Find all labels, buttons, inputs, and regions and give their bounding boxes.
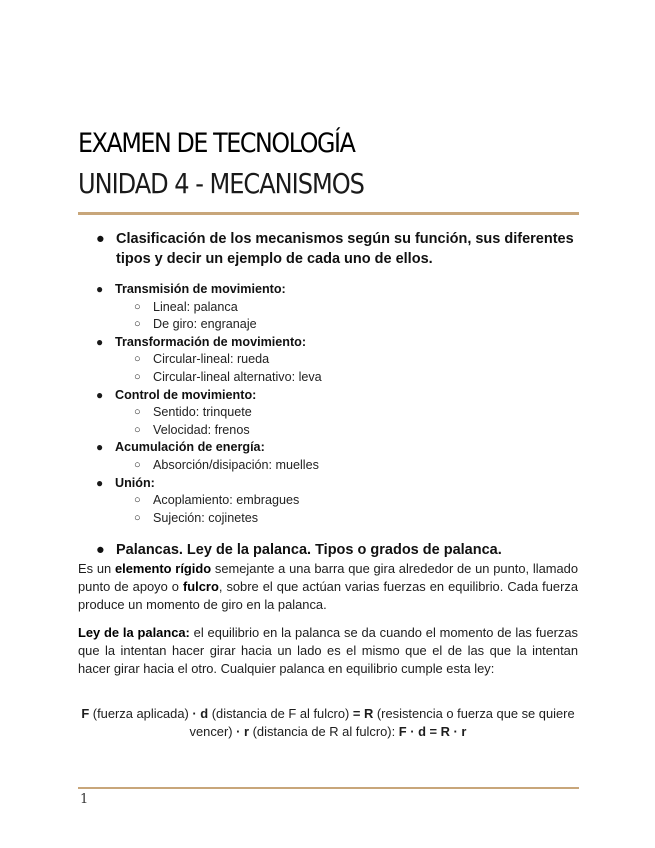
- category-item-text: Sentido: trinquete: [153, 405, 252, 420]
- lever-formula: [78, 705, 578, 741]
- text-run: (resistencia o fuerza que se quiere vencer): [189, 706, 575, 739]
- hollow-bullet-icon: ○: [134, 458, 141, 471]
- lever-law-paragraph: [78, 624, 578, 678]
- formula-term: = R: [352, 706, 374, 721]
- category-item: [96, 457, 576, 475]
- text-run: (distancia de F al fulcro): [208, 706, 353, 721]
- category-item-text: Acoplamiento: embragues: [153, 493, 300, 508]
- bullet-icon: ●: [96, 542, 105, 558]
- text-run: semejante a una barra que gira alrededor de un punto, llamado punto de apoyo o: [78, 561, 578, 594]
- hollow-bullet-icon: ○: [134, 494, 141, 507]
- classification-category: [96, 334, 576, 387]
- category-label: Transformación de movimiento:: [115, 334, 307, 349]
- category-items: [96, 404, 576, 439]
- category-item: [96, 404, 576, 422]
- category-label: Acumulación de energía:: [115, 440, 265, 455]
- text-run: el equilibrio en la palanca se da cuando el momento de las fuerzas que la intentan hacer girar hacia un lado es el mismo que el de las que la intentan hacer girar hacia el otro. Cualquier palanca en equilibrio cumple esta ley:: [78, 625, 578, 676]
- lever-definition-paragraph: [78, 560, 578, 614]
- hollow-bullet-icon: ○: [134, 353, 141, 366]
- hollow-bullet-icon: ○: [134, 511, 141, 524]
- text-run: Es un: [78, 561, 115, 576]
- formula-term: · d: [192, 706, 209, 721]
- text-run: (fuerza aplicada): [89, 706, 193, 721]
- classification-category: [96, 475, 576, 528]
- footer-divider: [78, 787, 579, 789]
- question-1-text: Clasificación de los mecanismos según su función, sus diferentes tipos y decir un ejemplo de cada uno de ellos.: [116, 231, 574, 267]
- category-items: [96, 351, 576, 386]
- header-divider: [78, 212, 579, 215]
- category-items: [96, 299, 576, 334]
- question-2: [96, 540, 576, 560]
- classification-category: [96, 281, 576, 334]
- category-item-text: De giro: engranaje: [153, 317, 257, 332]
- category-item: [96, 510, 576, 528]
- bullet-icon: ●: [96, 334, 104, 349]
- category-items: [96, 457, 576, 475]
- bullet-icon: ●: [96, 475, 104, 490]
- category-label: Control de movimiento:: [115, 387, 257, 402]
- category-item-text: Sujeción: cojinetes: [153, 510, 259, 525]
- question-2-text: Palancas. Ley de la palanca. Tipos o grados de palanca.: [116, 542, 502, 558]
- bullet-icon: ●: [96, 387, 104, 402]
- hollow-bullet-icon: ○: [134, 370, 141, 383]
- bold-term-fulcro: fulcro: [183, 579, 219, 594]
- bullet-icon: ●: [96, 282, 104, 296]
- category-item: [96, 351, 576, 369]
- category-item-text: Lineal: palanca: [153, 299, 238, 314]
- page-number: 1: [80, 792, 89, 807]
- category-item-text: Velocidad: frenos: [153, 422, 250, 437]
- classification-list: [96, 281, 576, 527]
- bold-term-elemento-rigido: elemento rígido: [114, 561, 212, 576]
- category-item: [96, 422, 576, 440]
- question-1: [96, 229, 576, 269]
- category-item-text: Circular-lineal alternativo: leva: [153, 369, 322, 384]
- category-item-text: Absorción/disipación: muelles: [153, 457, 319, 472]
- formula-term: F: [81, 706, 90, 721]
- classification-category: [96, 439, 576, 474]
- text-run: (distancia de R al fulcro):: [249, 724, 399, 739]
- page-subtitle: UNIDAD 4 - MECANISMOS: [78, 167, 364, 200]
- hollow-bullet-icon: ○: [134, 300, 141, 313]
- category-item: [96, 316, 576, 334]
- category-item-text: Circular-lineal: rueda: [153, 352, 270, 367]
- bullet-icon: ●: [96, 440, 104, 455]
- hollow-bullet-icon: ○: [134, 318, 141, 331]
- hollow-bullet-icon: ○: [134, 423, 141, 436]
- text-run: , sobre el que actúan varias fuerzas en equilibrio. Cada fuerza produce un momento de giro en la palanca.: [78, 579, 579, 612]
- formula-term: · r: [236, 724, 250, 739]
- bold-term-ley: Ley de la palanca:: [78, 625, 190, 640]
- classification-category: [96, 387, 576, 440]
- category-item: [96, 369, 576, 387]
- category-items: [96, 492, 576, 527]
- formula-equation: F · d = R · r: [398, 724, 467, 739]
- category-item: [96, 299, 576, 317]
- category-item: [96, 492, 576, 510]
- hollow-bullet-icon: ○: [134, 406, 141, 419]
- category-label: Unión:: [115, 475, 155, 490]
- page-title: EXAMEN DE TECNOLOGÍA: [78, 128, 355, 159]
- category-label: Transmisión de movimiento:: [115, 282, 286, 296]
- bullet-icon: ●: [96, 231, 105, 247]
